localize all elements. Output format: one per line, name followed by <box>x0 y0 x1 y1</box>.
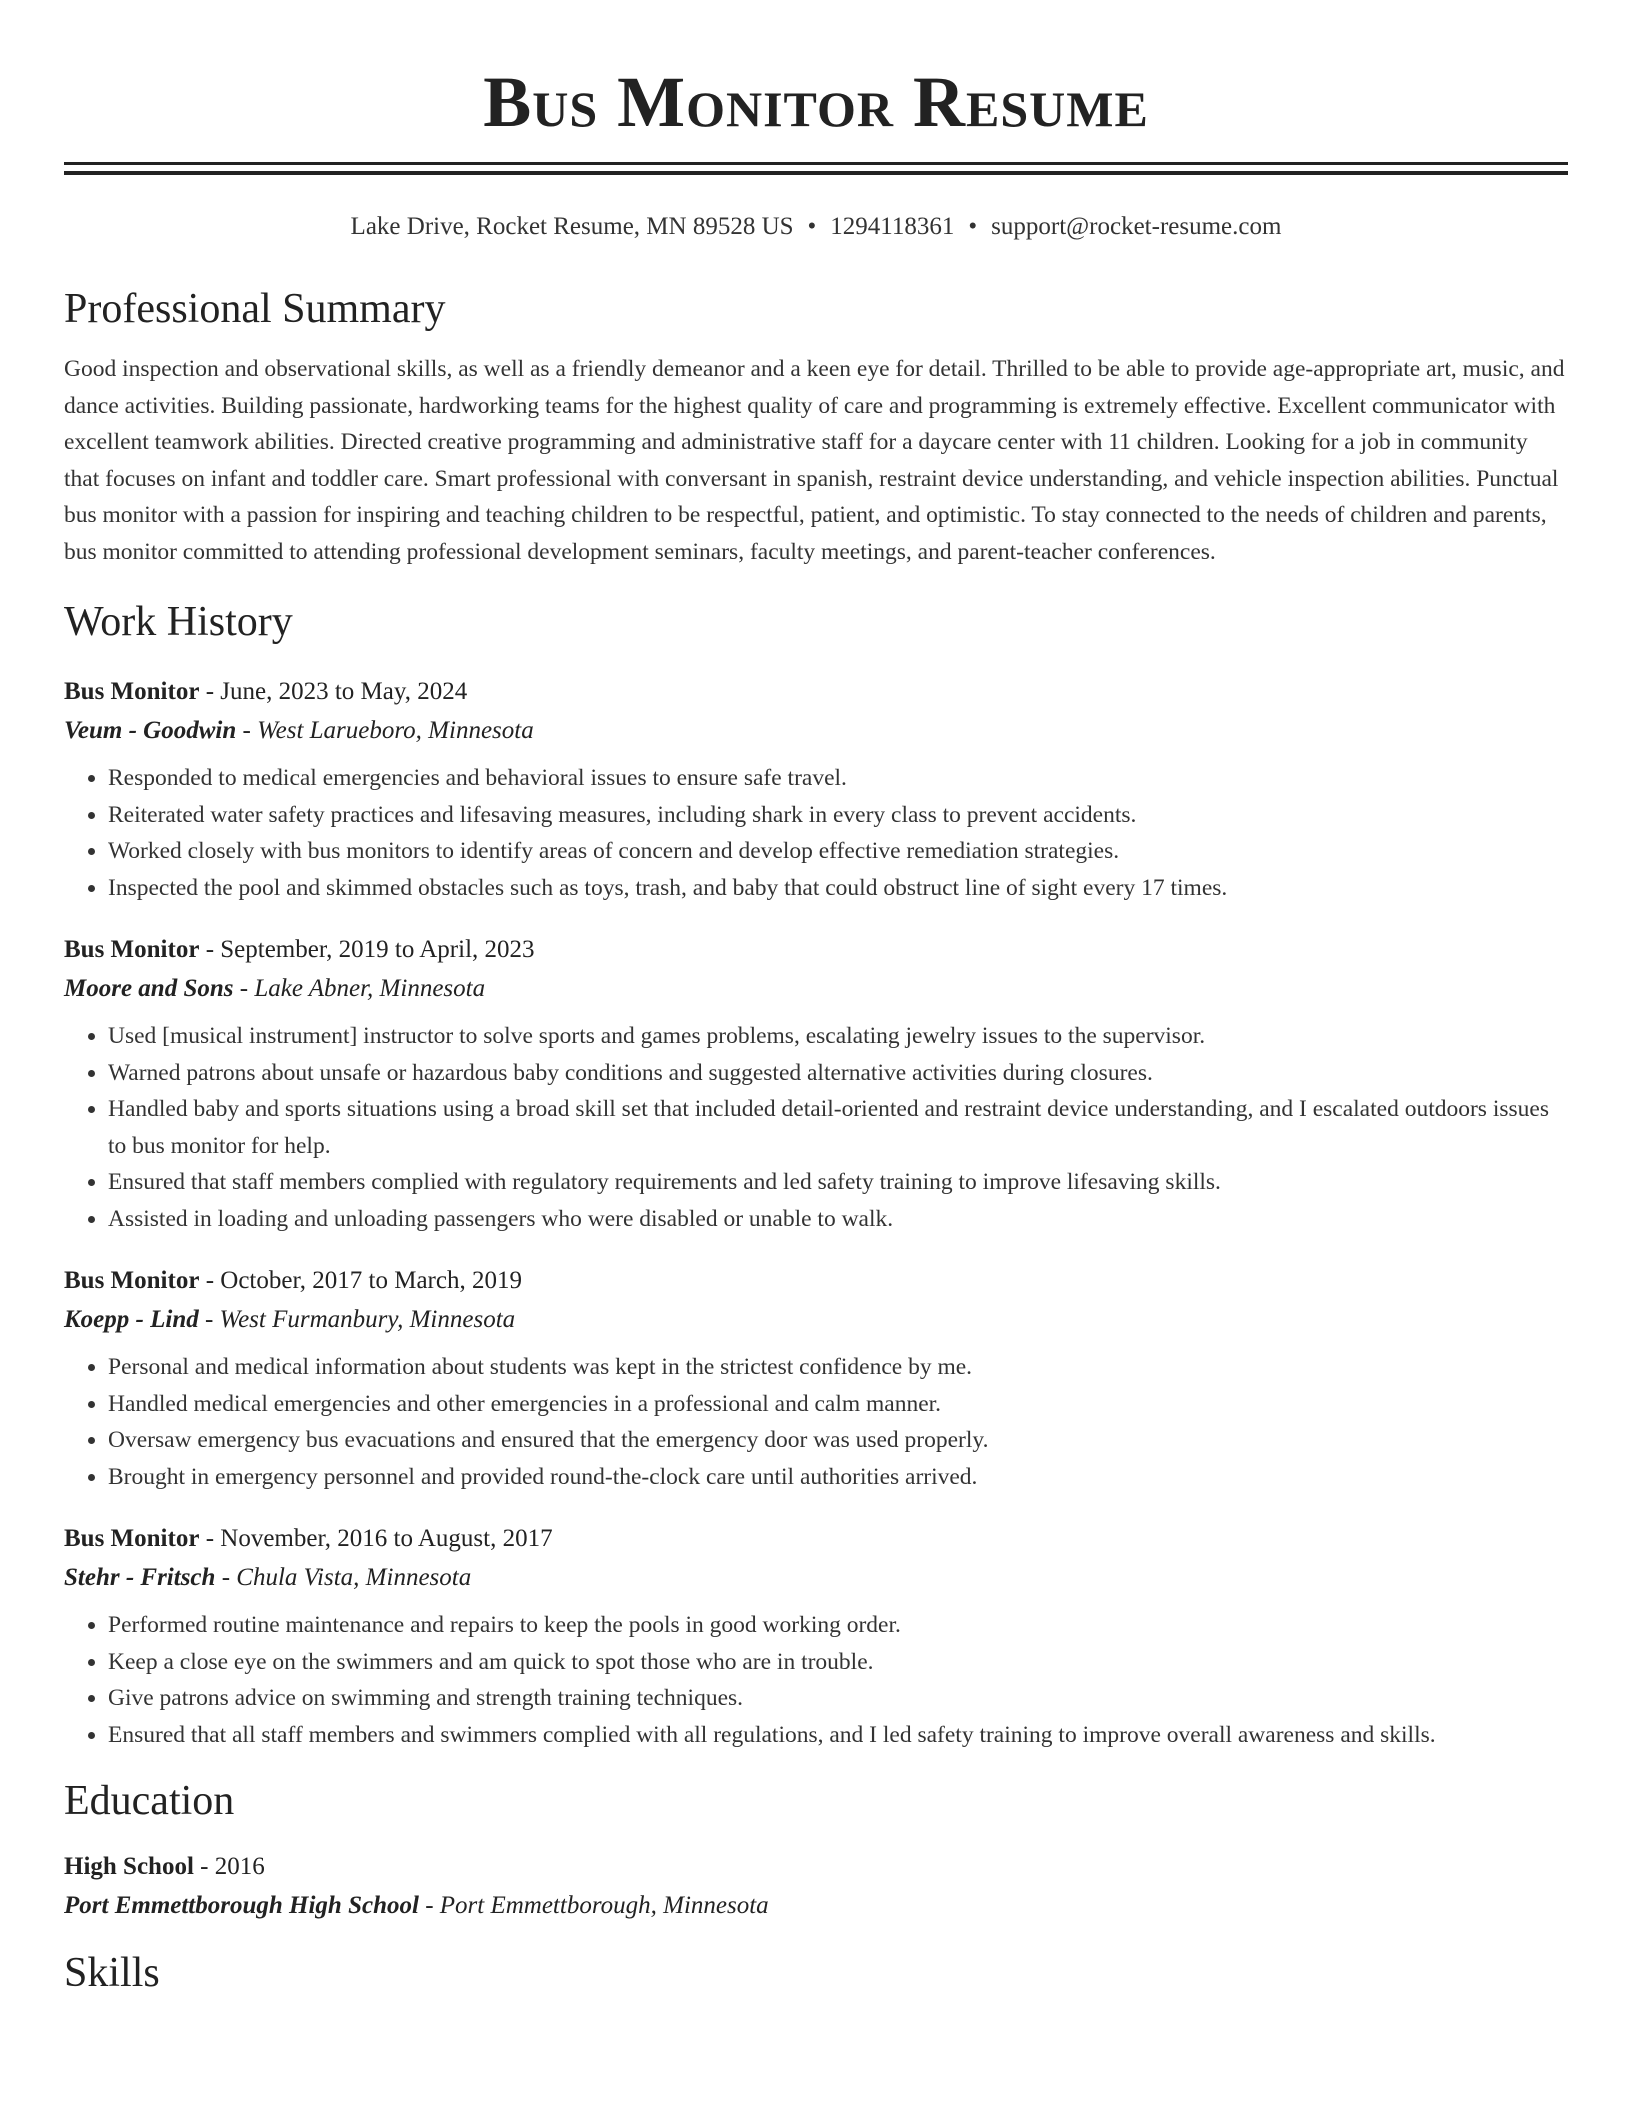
list-item: • Reiterated water safety practices and lifesaving measures, including shark in every class to prevent accidents. <box>108 797 1568 834</box>
education-degree-line <box>64 1847 1568 1886</box>
job-bullets <box>64 1018 1568 1237</box>
education-school: Port Emmettborough High School <box>64 1892 419 1919</box>
summary-text: Good inspection and observational skills, as well as a friendly demeanor and a keen eye for detail. Thrilled to be able to provide age-appropriate art, music, and dance activities. Building passionate, hardworking teams for the highest quality of care and programming is extremely effective. Excellent communicator with excellent teamwork abilities. Directed creative programming and administrative staff for a daycare center with 11 children. Looking for a job in community that focuses on infant and toddler care. Smart professional with conversant in spanish, restraint device understanding, and vehicle inspection abilities. Punctual bus monitor with a passion for inspiring and teaching children to be respectful, patient, and optimistic. To stay connected to the needs of children and parents, bus monitor committed to attending professional development seminars, faculty meetings, and parent-teacher conferences. <box>64 356 1565 565</box>
job-bullets <box>64 1349 1568 1495</box>
list-item: • Keep a close eye on the swimmers and am quick to spot those who are in trouble. <box>108 1644 1568 1681</box>
job-entry <box>64 672 1568 906</box>
education-school-line <box>64 1886 1568 1925</box>
title-rule-bottom <box>64 171 1568 175</box>
job-title: Bus Monitor <box>64 678 200 705</box>
contact-separator: • <box>807 213 817 240</box>
job-entry <box>64 1261 1568 1495</box>
job-title: Bus Monitor <box>64 1267 200 1294</box>
list-item: • Give patrons advice on swimming and strength training techniques. <box>108 1680 1568 1717</box>
job-company-line <box>64 711 1568 750</box>
contact-address: Lake Drive, Rocket Resume, MN 89528 US <box>350 213 794 240</box>
dash: - <box>199 1267 221 1294</box>
contact-line <box>64 211 1568 243</box>
education-heading: Education <box>64 1778 235 1824</box>
job-location: Lake Abner, Minnesota <box>254 975 486 1002</box>
job-entry <box>64 930 1568 1237</box>
list-item: • Oversaw emergency bus evacuations and ensured that the emergency door was used properly. <box>108 1422 1568 1459</box>
job-dates: June, 2023 to May, 2024 <box>220 678 468 705</box>
resume-title: Bus Monitor Resume <box>483 62 1149 142</box>
job-title-line <box>64 1261 1568 1300</box>
job-company: Stehr - Fritsch <box>64 1564 216 1591</box>
job-company: Koepp - Lind <box>64 1306 199 1333</box>
job-company-line <box>64 1300 1568 1339</box>
list-item: • Worked closely with bus monitors to identify areas of concern and develop effective remediation strategies. <box>108 833 1568 870</box>
job-title-line <box>64 1519 1568 1558</box>
job-dates: November, 2016 to August, 2017 <box>220 1525 553 1552</box>
dash: - <box>193 1853 215 1880</box>
dash: - <box>199 678 221 705</box>
list-item: • Used [musical instrument] instructor to solve sports and games problems, escalating jewelry issues to the supervisor. <box>108 1018 1568 1055</box>
skills-heading: Skills <box>64 1950 160 1996</box>
list-item: • Handled baby and sports situations using a broad skill set that included detail-oriented and restraint device understanding, and I escalated outdoors issues to bus monitor for help. <box>108 1091 1568 1164</box>
list-item: • Responded to medical emergencies and behavioral issues to ensure safe travel. <box>108 760 1568 797</box>
dash: - <box>199 1525 221 1552</box>
list-item: • Performed routine maintenance and repairs to keep the pools in good working order. <box>108 1607 1568 1644</box>
job-dates: October, 2017 to March, 2019 <box>220 1267 522 1294</box>
summary-heading: Professional Summary <box>64 286 446 332</box>
job-title-line <box>64 672 1568 711</box>
education-location: Port Emmettborough, Minnesota <box>439 1892 769 1919</box>
job-bullets <box>64 1607 1568 1753</box>
contact-phone: 1294118361 <box>830 213 955 240</box>
dash: - <box>198 1306 220 1333</box>
list-item: • Personal and medical information about students was kept in the strictest confidence by me. <box>108 1349 1568 1386</box>
dash: - <box>215 1564 237 1591</box>
job-dates: September, 2019 to April, 2023 <box>220 936 535 963</box>
job-location: Chula Vista, Minnesota <box>236 1564 472 1591</box>
job-title-line <box>64 930 1568 969</box>
contact-separator: • <box>968 213 978 240</box>
list-item: • Inspected the pool and skimmed obstacles such as toys, trash, and baby that could obstruct line of sight every 17 times. <box>108 870 1568 907</box>
job-bullets <box>64 760 1568 906</box>
job-title: Bus Monitor <box>64 1525 200 1552</box>
list-item: • Assisted in loading and unloading passengers who were disabled or unable to walk. <box>108 1201 1568 1238</box>
job-location: West Furmanbury, Minnesota <box>219 1306 516 1333</box>
education-entry <box>64 1847 1568 1925</box>
dash: - <box>236 717 258 744</box>
job-title: Bus Monitor <box>64 936 200 963</box>
job-entry <box>64 1519 1568 1753</box>
education-year: 2016 <box>214 1853 265 1880</box>
job-company: Veum - Goodwin <box>64 717 237 744</box>
job-company-line <box>64 969 1568 1008</box>
dash: - <box>418 1892 440 1919</box>
contact-email: support@rocket-resume.com <box>991 213 1282 240</box>
dash: - <box>233 975 255 1002</box>
list-item: • Handled medical emergencies and other emergencies in a professional and calm manner. <box>108 1386 1568 1423</box>
job-company-line <box>64 1558 1568 1597</box>
job-location: West Larueboro, Minnesota <box>257 717 534 744</box>
list-item: • Brought in emergency personnel and provided round-the-clock care until authorities arrived. <box>108 1459 1568 1496</box>
dash: - <box>199 936 221 963</box>
education-degree: High School <box>64 1853 194 1880</box>
work-history-heading: Work History <box>64 599 293 645</box>
title-rule-top <box>64 162 1568 165</box>
list-item: • Ensured that staff members complied with regulatory requirements and led safety training to improve lifesaving skills. <box>108 1164 1568 1201</box>
job-company: Moore and Sons <box>64 975 234 1002</box>
list-item: • Ensured that all staff members and swimmers complied with all regulations, and I led safety training to improve overall awareness and skills. <box>108 1717 1568 1754</box>
list-item: • Warned patrons about unsafe or hazardous baby conditions and suggested alternative activities during closures. <box>108 1055 1568 1092</box>
